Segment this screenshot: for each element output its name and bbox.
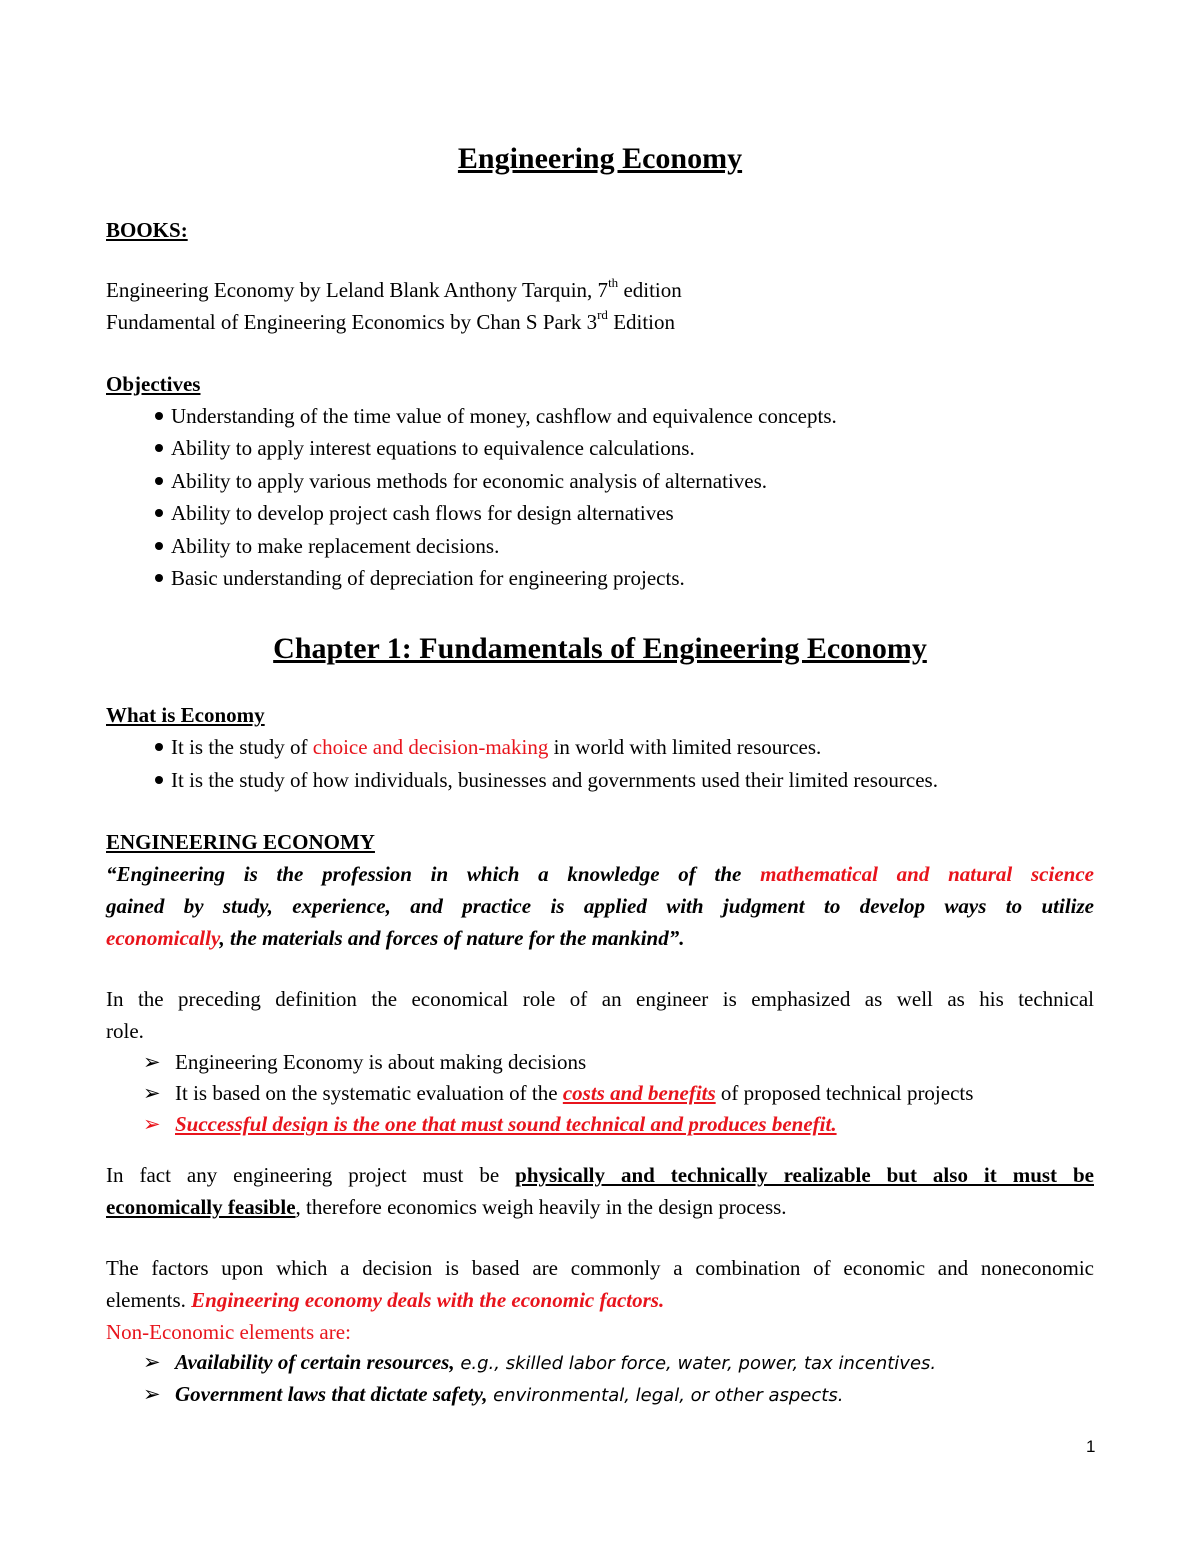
- arrow-bullet-icon: ➢: [143, 1050, 161, 1074]
- arrow-item: ➢ Availability of certain resources, e.g., skilled labor force, water, power, tax incentives.: [143, 1350, 937, 1374]
- bullet-icon: [155, 444, 163, 452]
- objective-item: Ability to apply various methods for economic analysis of alternatives.: [155, 469, 767, 494]
- bullet-icon: [155, 412, 163, 420]
- factors-line-1: The factors upon which a decision is based are commonly a combination of economic and noneconomic: [106, 1256, 1094, 1280]
- arrow-bullet-icon: ➢: [143, 1382, 161, 1406]
- fact-line-2: economically feasible, therefore economics weigh heavily in the design process.: [106, 1195, 787, 1219]
- fact-line-1: In fact any engineering project must be physically and technically realizable but also it must be: [106, 1163, 1094, 1187]
- book-1: Engineering Economy by Leland Blank Anthony Tarquin, 7th edition: [106, 275, 682, 302]
- bullet-icon: [155, 542, 163, 550]
- definition-line-2: gained by study, experience, and practice is applied with judgment to develop ways to utilize: [106, 894, 1094, 918]
- objectives-heading: Objectives: [106, 372, 201, 396]
- economy-item: It is the study of choice and decision-making in world with limited resources.: [155, 735, 821, 760]
- book-2: Fundamental of Engineering Economics by Chan S Park 3rd Edition: [106, 307, 676, 334]
- arrow-bullet-icon: ➢: [143, 1112, 161, 1136]
- objective-item: Ability to make replacement decisions.: [155, 534, 499, 559]
- bullet-icon: [155, 776, 163, 784]
- preceding-line-1: In the preceding definition the economical role of an engineer is emphasized as well as his technical: [106, 987, 1094, 1011]
- objective-item: Ability to develop project cash flows for design alternatives: [155, 501, 674, 526]
- arrow-bullet-icon: ➢: [143, 1350, 161, 1374]
- arrow-item: ➢ Successful design is the one that must sound technical and produces benefit.: [143, 1112, 837, 1136]
- document-title: Engineering Economy: [457, 142, 743, 175]
- arrow-item: ➢ It is based on the systematic evaluation of the costs and benefits of proposed technical projects: [143, 1081, 974, 1105]
- page-number: 1: [1086, 1437, 1096, 1456]
- arrow-item: ➢ Government laws that dictate safety, environmental, legal, or other aspects.: [143, 1382, 844, 1406]
- chapter-title: Chapter 1: Fundamentals of Engineering Economy: [273, 632, 927, 665]
- bullet-icon: [155, 743, 163, 751]
- objective-item: Basic understanding of depreciation for engineering projects.: [155, 566, 685, 591]
- engineering-economy-heading: ENGINEERING ECONOMY: [106, 830, 375, 854]
- definition-line-1: “Engineering is the profession in which a knowledge of the mathematical and natural science: [106, 862, 1094, 886]
- economy-item: It is the study of how individuals, businesses and governments used their limited resources.: [155, 768, 938, 793]
- what-is-economy-heading: What is Economy: [106, 703, 265, 727]
- objective-item: Understanding of the time value of money, cashflow and equivalence concepts.: [155, 404, 837, 429]
- bullet-icon: [155, 509, 163, 517]
- objective-item: Ability to apply interest equations to equivalence calculations.: [155, 436, 695, 461]
- arrow-item: ➢ Engineering Economy is about making decisions: [143, 1050, 587, 1074]
- preceding-line-2: role.: [106, 1019, 144, 1043]
- arrow-bullet-icon: ➢: [143, 1081, 161, 1105]
- non-economic-heading: Non-Economic elements are:: [106, 1320, 351, 1344]
- definition-line-3: economically, the materials and forces of nature for the mankind”.: [106, 926, 685, 950]
- books-heading: BOOKS:: [106, 218, 188, 242]
- bullet-icon: [155, 574, 163, 582]
- factors-line-2: elements. Engineering economy deals with the economic factors.: [106, 1288, 665, 1312]
- bullet-icon: [155, 477, 163, 485]
